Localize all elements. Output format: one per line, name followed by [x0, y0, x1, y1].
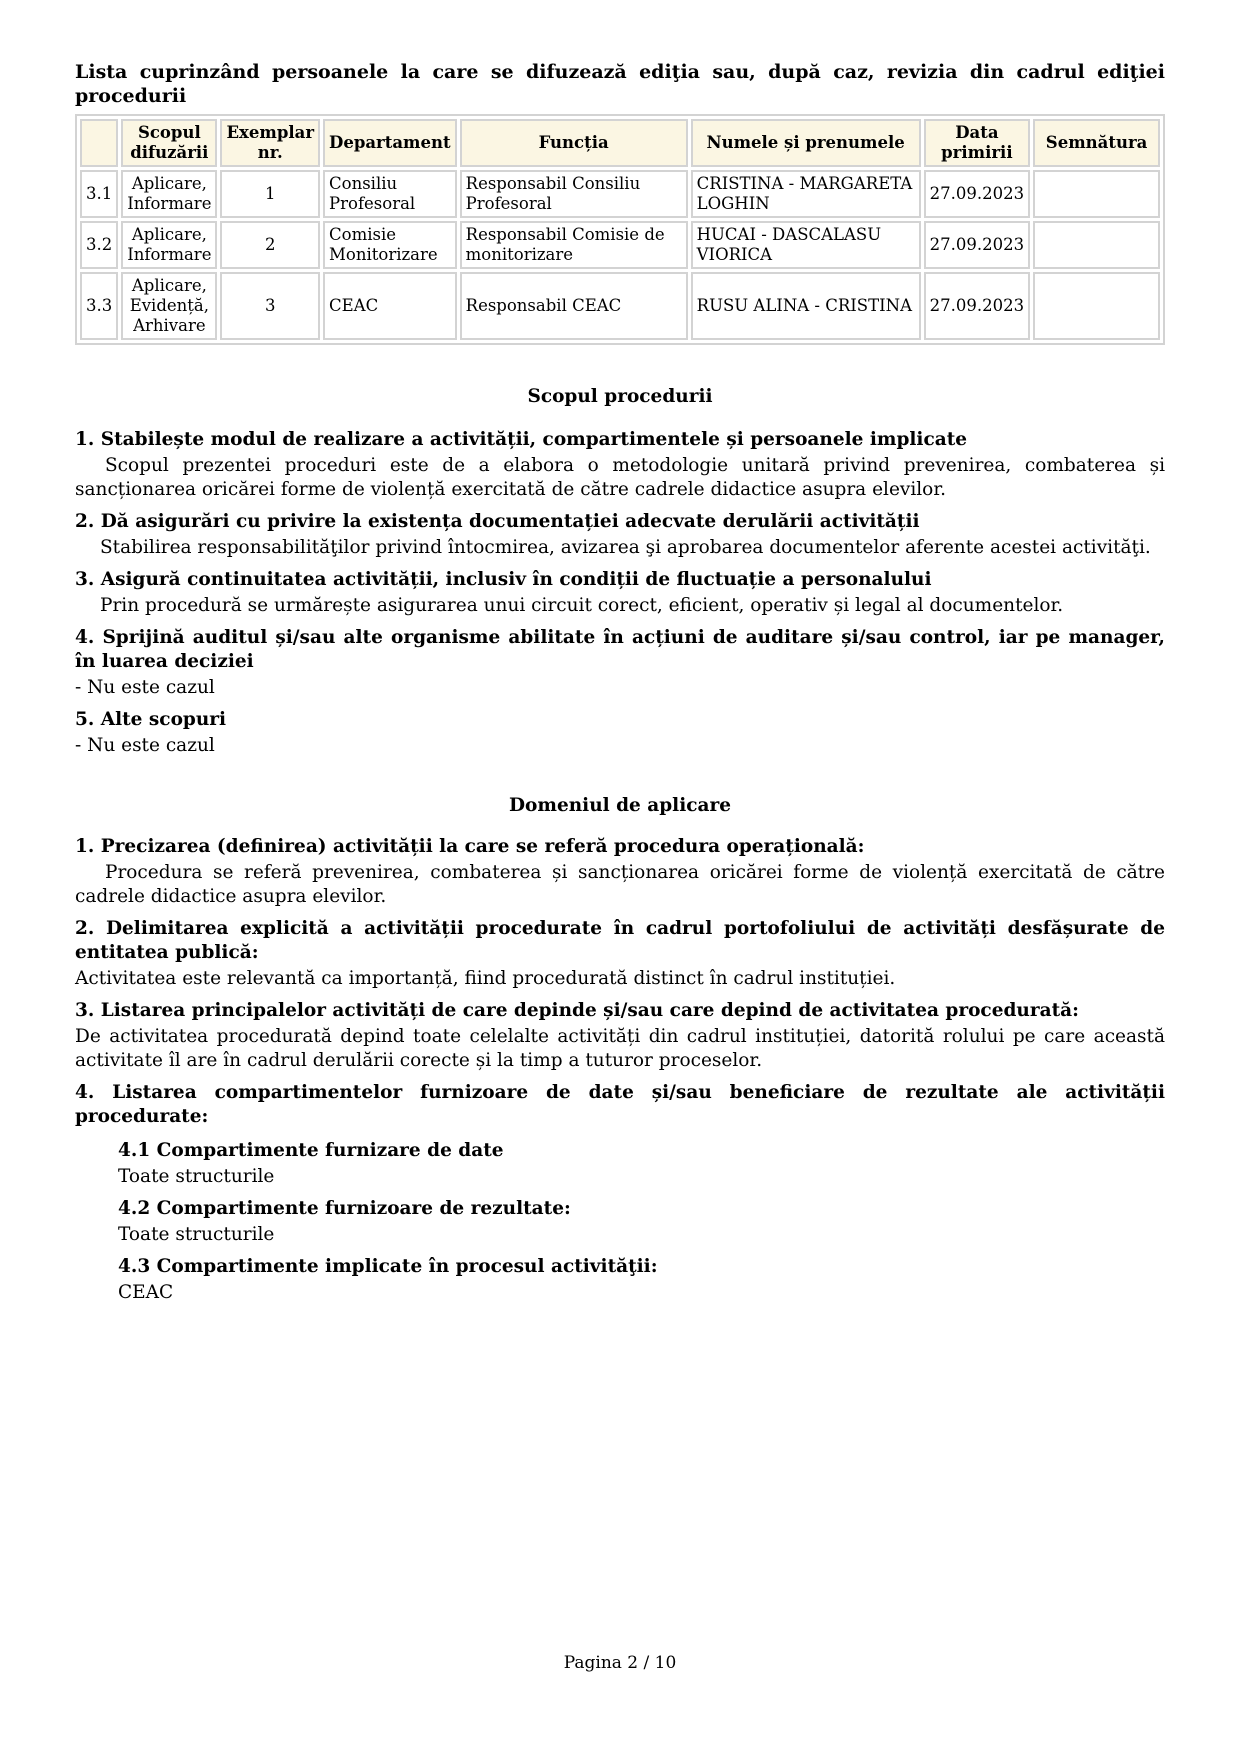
scope-item-heading: 5. Alte scopuri — [75, 709, 227, 730]
domain-item-heading: 1. Precizarea (definirea) activității la care se referă procedura operațională: — [75, 836, 865, 857]
column-header-nr — [80, 119, 118, 167]
cell-departament: Consiliu Profesoral — [323, 170, 457, 218]
cell-scop: Aplicare, Evidență, Arhivare — [121, 272, 217, 340]
domain-item-text: De activitatea procedurată depind toate celelalte activități din cadrul instituției, datorită rolului pe care această activitate îl are în cadrul derulării corecte și la timp a tuturor proceselor. — [75, 1026, 1165, 1071]
table-row — [80, 272, 1160, 340]
scope-item-text: - Nu este cazul — [75, 735, 215, 756]
cell-departament: CEAC — [323, 272, 457, 340]
scope-item-heading: 3. Asigură continuitatea activității, inclusiv în condiții de fluctuație a personalului — [75, 569, 932, 590]
cell-nume: RUSU ALINA - CRISTINA — [691, 272, 921, 340]
cell-departament: Comisie Monitorizare — [323, 221, 457, 269]
column-header-exemplar: Exemplar nr. — [220, 119, 320, 167]
cell-exemplar: 1 — [220, 170, 320, 218]
cell-functia: Responsabil Comisie de monitorizare — [460, 221, 688, 269]
cell-nr: 3.3 — [80, 272, 118, 340]
cell-functia: Responsabil CEAC — [460, 272, 688, 340]
domain-item-text: Procedura se referă prevenirea, combaterea și sancționarea oricărei forme de violență exercitată de către cadrele didactice asupra elevilor. — [75, 862, 1165, 907]
cell-nume: HUCAI - DASCALASU VIORICA — [691, 221, 921, 269]
section-title-domain: Domeniul de aplicare — [508, 795, 732, 816]
distribution-table — [75, 114, 1165, 345]
domain-item-heading: 3. Listarea principalelor activități de care depinde și/sau care depind de activitatea procedurată: — [75, 1000, 1079, 1021]
scope-item-text: Stabilirea responsabilităţilor privind întocmirea, avizarea şi aprobarea documentelor aferente acestei activităţi. — [100, 537, 1151, 558]
column-header-nume: Numele și prenumele — [691, 119, 921, 167]
cell-semnatura — [1033, 221, 1160, 269]
column-header-semnatura: Semnătura — [1033, 119, 1160, 167]
cell-functia: Responsabil Consiliu Profesoral — [460, 170, 688, 218]
table-row — [80, 221, 1160, 269]
domain-subitem-heading: 4.2 Compartimente furnizoare de rezultate: — [118, 1198, 571, 1219]
cell-semnatura — [1033, 272, 1160, 340]
cell-nume: CRISTINA - MARGARETA LOGHIN — [691, 170, 921, 218]
scope-item-text: Scopul prezentei proceduri este de a elabora o metodologie unitară privind prevenirea, combaterea și sancționarea oricărei forme de violență exercitată de către cadrele didactice asupra elevilor. — [75, 455, 1165, 500]
cell-scop: Aplicare, Informare — [121, 221, 217, 269]
page-number: Pagina 2 / 10 — [563, 1653, 677, 1673]
cell-data: 27.09.2023 — [924, 170, 1030, 218]
cell-exemplar: 3 — [220, 272, 320, 340]
document-page — [75, 60, 1165, 1305]
domain-item-text: Activitatea este relevantă ca importanță, fiind procedurată distinct în cadrul instituției. — [75, 968, 896, 989]
cell-semnatura — [1033, 170, 1160, 218]
column-header-functia: Funcția — [460, 119, 688, 167]
domain-subitem-heading: 4.3 Compartimente implicate în procesul activităţii: — [118, 1256, 658, 1277]
domain-subitem-text: Toate structurile — [118, 1166, 275, 1187]
scope-item-heading: 4. Sprijină auditul și/sau alte organisme abilitate în acțiuni de auditare și/sau control, iar pe manager, în luarea deciziei — [75, 627, 1165, 672]
scope-item-heading: 1. Stabilește modul de realizare a activității, compartimentele și persoanele implicate — [75, 429, 968, 450]
domain-subitem-heading: 4.1 Compartimente furnizare de date — [118, 1140, 504, 1161]
cell-data: 27.09.2023 — [924, 221, 1030, 269]
cell-data: 27.09.2023 — [924, 272, 1030, 340]
scope-item-text: Prin procedură se urmărește asigurarea unui circuit corect, eficient, operativ și legal al documentelor. — [100, 595, 1064, 616]
domain-subitem-text: CEAC — [118, 1282, 174, 1303]
domain-item-heading: 4. Listarea compartimentelor furnizoare de date și/sau beneficiare de rezultate ale activității procedurate: — [75, 1082, 1165, 1127]
cell-nr: 3.2 — [80, 221, 118, 269]
cell-nr: 3.1 — [80, 170, 118, 218]
domain-subitems — [75, 1139, 1165, 1305]
scope-item-heading: 2. Dă asigurări cu privire la existența documentației adecvate derulării activității — [75, 511, 920, 532]
domain-subitem-text: Toate structurile — [118, 1224, 275, 1245]
section-title-scope: Scopul procedurii — [527, 386, 713, 407]
cell-scop: Aplicare, Informare — [121, 170, 217, 218]
table-header-row — [80, 119, 1160, 167]
column-header-departament: Departament — [323, 119, 457, 167]
cell-exemplar: 2 — [220, 221, 320, 269]
column-header-data: Data primirii — [924, 119, 1030, 167]
domain-item-heading: 2. Delimitarea explicită a activității procedurate în cadrul portofoliului de activități desfășurate de entitatea publică: — [75, 918, 1165, 963]
distribution-list-heading: Lista cuprinzând persoanele la care se difuzează ediţia sau, după caz, revizia din cadrul ediţiei procedurii — [75, 61, 1165, 107]
scope-item-text: - Nu este cazul — [75, 677, 215, 698]
table-row — [80, 170, 1160, 218]
column-header-scop: Scopul difuzării — [121, 119, 217, 167]
